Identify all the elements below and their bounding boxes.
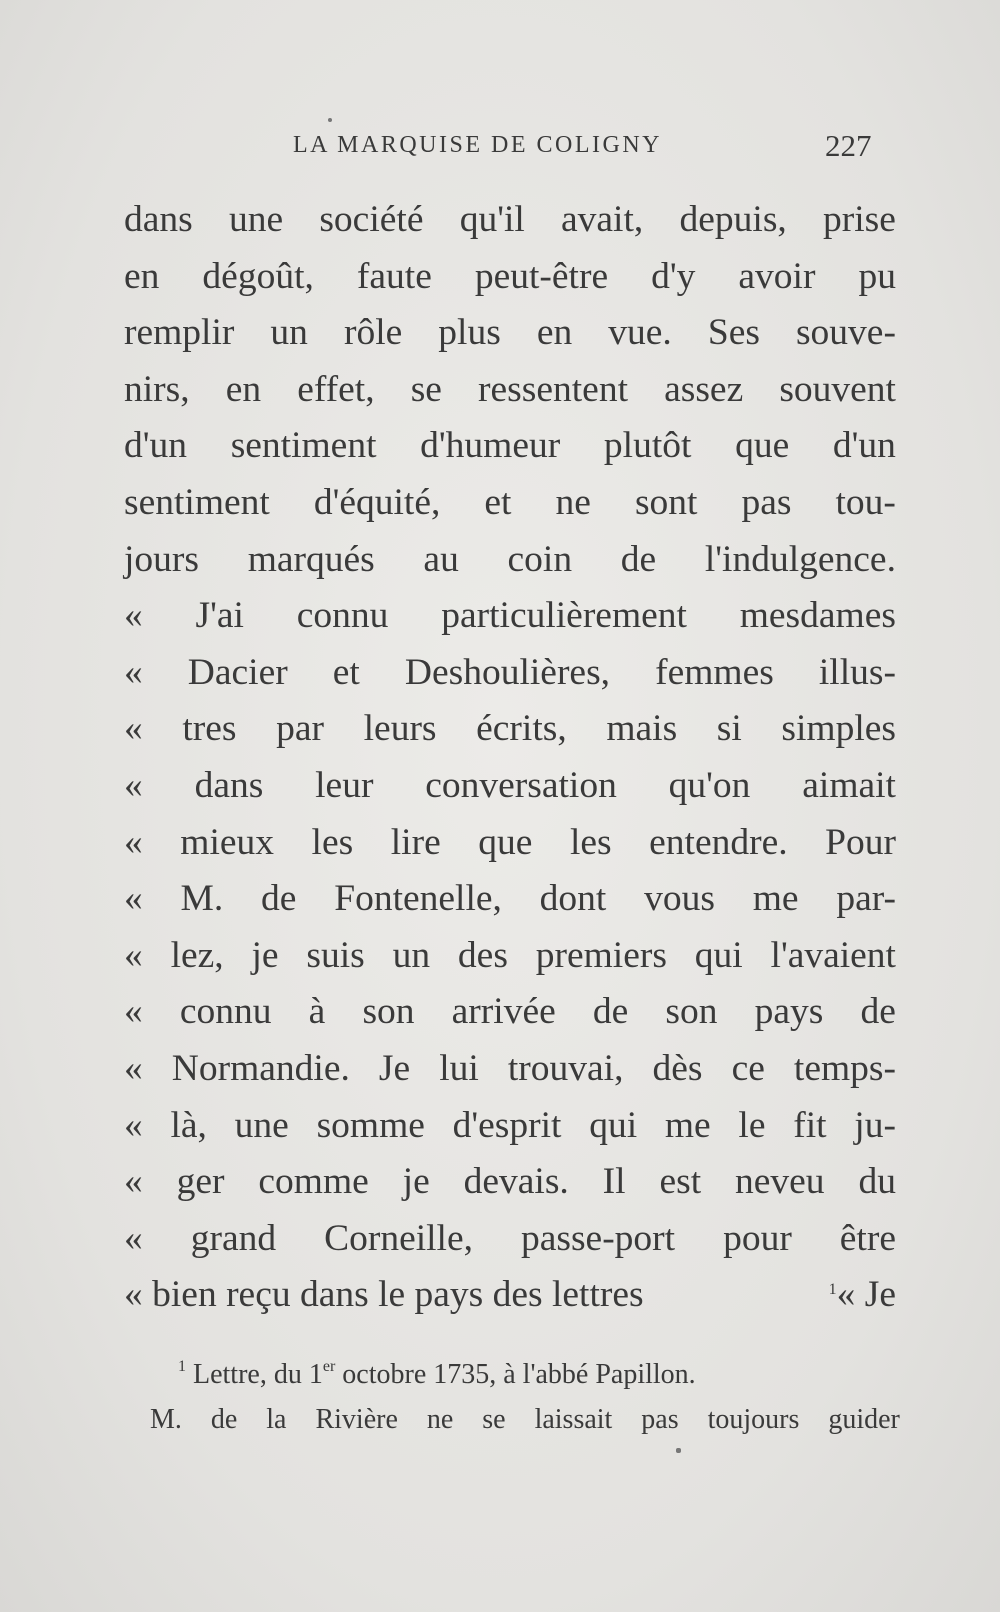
text-line	[124, 1098, 896, 1155]
word: Pour	[825, 821, 896, 863]
print-speck	[328, 118, 332, 122]
word: connu	[296, 595, 389, 637]
running-head	[293, 128, 893, 168]
word: «	[124, 595, 143, 637]
footnote-text: Lettre, du 1	[193, 1359, 323, 1390]
word: Il	[602, 1161, 626, 1203]
footnote-marker: 1	[178, 1358, 186, 1375]
word: qu'on	[668, 764, 751, 806]
word: être	[839, 1217, 896, 1259]
word: dès	[652, 1047, 703, 1089]
word: en	[536, 312, 573, 354]
word: dégoût,	[202, 255, 314, 297]
word: que	[478, 821, 533, 863]
word: si	[716, 708, 742, 750]
page-number: 227	[825, 128, 872, 163]
word: vue.	[608, 312, 672, 354]
word: souve-	[795, 312, 896, 354]
word: jours	[124, 538, 199, 580]
word: de	[860, 991, 896, 1033]
text-line	[124, 362, 896, 419]
footnote-ref-number: 1	[828, 1281, 837, 1299]
word: laissait	[534, 1404, 613, 1435]
word: tres	[182, 708, 237, 750]
word: «	[124, 1161, 143, 1203]
word: vous	[644, 878, 715, 920]
text-line	[124, 532, 896, 589]
word: souvent	[779, 368, 896, 410]
word: avait,	[561, 199, 644, 240]
word: les	[569, 821, 612, 863]
word: de	[210, 1404, 238, 1435]
word: pour	[723, 1217, 792, 1259]
footnote-line	[150, 1352, 900, 1397]
word: leur	[315, 764, 374, 806]
word: sentiment	[124, 481, 270, 523]
footnote-reference	[829, 1267, 896, 1324]
word: «	[124, 821, 143, 863]
word: d'y	[651, 255, 696, 297]
word: Dacier	[187, 651, 288, 693]
word: «	[124, 991, 143, 1033]
word: pu	[858, 255, 896, 297]
word: un	[392, 934, 431, 976]
text-line	[124, 701, 896, 758]
word: dont	[539, 878, 607, 920]
word: en	[225, 368, 262, 410]
word: l'avaient	[770, 934, 896, 976]
word: sentiment	[230, 425, 377, 467]
word: guider	[828, 1404, 900, 1435]
text-line	[124, 815, 896, 872]
word: premiers	[535, 934, 667, 976]
text-line-with-note-ref	[124, 1267, 896, 1324]
word: écrits,	[476, 708, 567, 750]
word: son	[665, 991, 718, 1033]
word: prise	[823, 199, 896, 240]
word: au	[423, 538, 459, 580]
word: se	[482, 1404, 506, 1435]
word: qu'il	[459, 199, 525, 240]
footnote-line	[150, 1397, 900, 1442]
word: les	[311, 821, 354, 863]
word: «	[124, 1104, 143, 1146]
text-line	[124, 588, 896, 645]
word: société	[319, 199, 424, 240]
word: qui	[694, 934, 743, 976]
word: pays	[754, 991, 824, 1033]
text-line	[124, 249, 896, 306]
footnotes	[150, 1352, 900, 1442]
word: aimait	[802, 764, 896, 806]
word: ger	[176, 1161, 225, 1203]
word: connu	[179, 991, 272, 1033]
word: toujours	[707, 1404, 800, 1435]
word: du	[858, 1161, 896, 1203]
word: M.	[180, 878, 224, 920]
word: «	[124, 1047, 143, 1089]
word: femmes	[655, 651, 774, 693]
word: leurs	[363, 708, 437, 750]
word: «	[124, 878, 143, 920]
word: de	[592, 991, 629, 1033]
word: par-	[836, 878, 896, 920]
word: une	[228, 199, 284, 240]
word: en	[124, 255, 160, 297]
text-line	[124, 418, 896, 475]
text-line	[124, 192, 896, 249]
word: suis	[306, 934, 365, 976]
word: l'indulgence.	[704, 538, 896, 580]
word: grand	[190, 1217, 277, 1259]
text-line	[124, 475, 896, 532]
text-line	[124, 645, 896, 702]
word: d'équité,	[313, 481, 441, 523]
text-line-segment: « Je	[836, 1274, 896, 1316]
word: d'humeur	[420, 425, 561, 467]
word: assez	[664, 368, 744, 410]
word: arrivée	[451, 991, 556, 1033]
word: se	[410, 368, 442, 410]
word: une	[234, 1104, 289, 1146]
word: la	[266, 1404, 287, 1435]
word: Rivière	[315, 1404, 398, 1435]
running-title: LA MARQUISE DE COLIGNY	[293, 132, 662, 158]
word: trouvai,	[507, 1047, 624, 1089]
word: remplir	[124, 312, 235, 354]
word: par	[276, 708, 325, 750]
word: avoir	[738, 255, 816, 297]
footnote-first-line	[178, 1352, 696, 1397]
word: depuis,	[679, 199, 787, 240]
word: entendre.	[649, 821, 788, 863]
word: fit	[793, 1104, 827, 1146]
word: «	[124, 651, 143, 693]
word: pas	[741, 481, 792, 523]
text-line	[124, 871, 896, 928]
word: me	[664, 1104, 711, 1146]
text-line	[124, 305, 896, 362]
word: dans	[194, 764, 264, 806]
text-line	[124, 1211, 896, 1268]
word: plus	[438, 312, 501, 354]
text-line	[124, 928, 896, 985]
print-speck	[676, 1448, 681, 1453]
word: mesdames	[739, 595, 896, 637]
word: Ses	[707, 312, 760, 354]
word: M.	[150, 1404, 182, 1435]
word: à	[308, 991, 326, 1033]
word: marqués	[247, 538, 375, 580]
word: «	[124, 934, 143, 976]
word: me	[752, 878, 799, 920]
word: particulièrement	[441, 595, 687, 637]
footnote-superscript: er	[322, 1358, 336, 1375]
word: d'un	[124, 425, 188, 467]
text-line	[124, 984, 896, 1041]
word: temps-	[793, 1047, 896, 1089]
word: de	[261, 878, 297, 920]
word: que	[735, 425, 790, 467]
word: «	[124, 1217, 143, 1259]
word: je	[251, 934, 279, 976]
word: illus-	[818, 651, 896, 693]
word: lui	[439, 1047, 479, 1089]
word: d'un	[832, 425, 896, 467]
word: ju-	[854, 1104, 896, 1146]
word: lire	[390, 821, 441, 863]
word: dans	[124, 199, 193, 240]
word: ressentent	[478, 368, 628, 410]
word: je	[402, 1161, 430, 1203]
word: peut-être	[474, 255, 609, 297]
word: Je	[378, 1047, 411, 1089]
text-line	[124, 1041, 896, 1098]
word: tou-	[835, 481, 896, 523]
word: sont	[634, 481, 698, 523]
word: qui	[589, 1104, 638, 1146]
word: coin	[507, 538, 573, 580]
text-line-segment: « bien reçu dans le pays des lettres	[124, 1274, 644, 1316]
word: ce	[731, 1047, 765, 1089]
word: Normandie.	[171, 1047, 350, 1089]
word: «	[124, 708, 143, 750]
word: un	[270, 312, 308, 354]
word: est	[659, 1161, 702, 1203]
word: là,	[170, 1104, 207, 1146]
footnote-text: octobre 1735, à l'abbé Papillon.	[342, 1359, 696, 1390]
word: ne	[555, 481, 591, 523]
word: pas	[641, 1404, 679, 1435]
word: mais	[606, 708, 678, 750]
word: plutôt	[603, 425, 692, 467]
word: et	[332, 651, 360, 693]
word: ne	[426, 1404, 454, 1435]
word: effet,	[297, 368, 375, 410]
word: «	[124, 764, 143, 806]
word: nirs,	[124, 368, 190, 410]
word: le	[738, 1104, 766, 1146]
word: de	[620, 538, 657, 580]
word: simples	[781, 708, 896, 750]
body-text	[124, 192, 896, 1324]
word: Corneille,	[324, 1217, 473, 1259]
word: mieux	[180, 821, 275, 863]
word: somme	[316, 1104, 425, 1146]
word: conversation	[425, 764, 617, 806]
word: Fontenelle,	[334, 878, 502, 920]
word: faute	[356, 255, 432, 297]
word: d'esprit	[452, 1104, 562, 1146]
text-line	[124, 758, 896, 815]
word: des	[457, 934, 508, 976]
word: Deshoulières,	[404, 651, 611, 693]
word: comme	[258, 1161, 369, 1203]
word: son	[362, 991, 415, 1033]
word: devais.	[463, 1161, 569, 1203]
word: et	[484, 481, 512, 523]
word: rôle	[343, 312, 403, 354]
word: lez,	[170, 934, 224, 976]
word: neveu	[735, 1161, 825, 1203]
text-line	[124, 1154, 896, 1211]
word: passe-port	[520, 1217, 676, 1259]
word: J'ai	[195, 595, 244, 637]
